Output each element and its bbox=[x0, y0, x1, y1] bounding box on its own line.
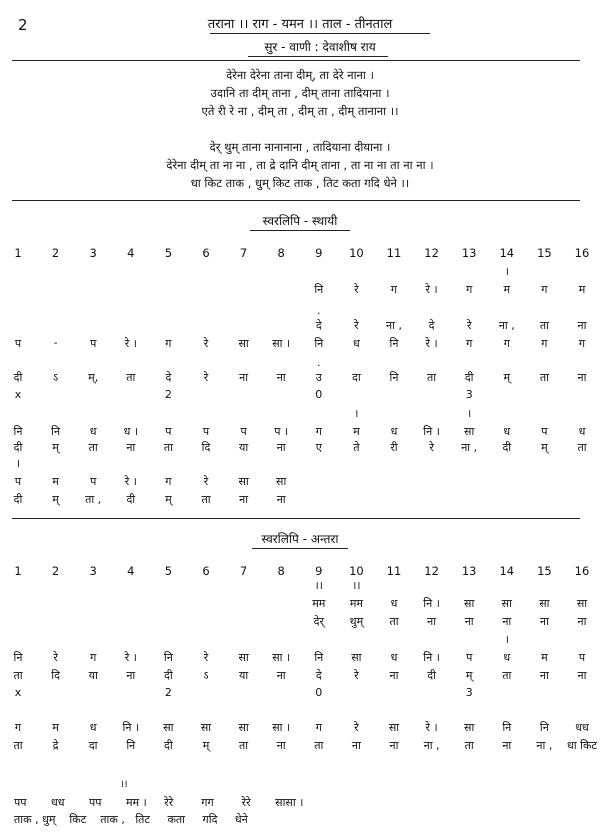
notation-cell: ध bbox=[89, 721, 97, 734]
notation-cell: ना , bbox=[386, 319, 402, 332]
beat-number: 15 bbox=[537, 564, 552, 578]
notation-cell: दे bbox=[315, 669, 322, 682]
notation-cell: प bbox=[14, 337, 22, 350]
notation-cell: म bbox=[541, 651, 548, 664]
notation-cell: ता bbox=[239, 739, 249, 752]
beat-number: 8 bbox=[277, 246, 285, 260]
notation-cell: म bbox=[578, 283, 586, 296]
beat-number: 7 bbox=[239, 564, 248, 578]
lyric-line: धा किट ताक , धुम् किट ताक , तिट कता गदि धेने ।। bbox=[190, 176, 410, 190]
notation-cell: ना bbox=[239, 493, 249, 506]
antara-heading-underline bbox=[252, 548, 348, 549]
final-bol: ताक , bbox=[14, 813, 39, 826]
notation-cell: ता bbox=[88, 441, 98, 454]
beat-number: 3 bbox=[89, 246, 97, 260]
title-underline bbox=[210, 33, 430, 34]
notation-cell: । bbox=[504, 265, 509, 278]
notation-cell: ना , bbox=[498, 319, 515, 332]
sthayi-heading: स्वरलिपि - स्थायी bbox=[262, 214, 338, 228]
notation-cell: ना bbox=[464, 615, 474, 628]
notation-cell: दी bbox=[464, 371, 474, 384]
notation-cell: x bbox=[14, 686, 22, 699]
notation-cell: ए bbox=[315, 441, 322, 454]
notation-cell: धध bbox=[575, 721, 589, 734]
notation-cell: ना , bbox=[536, 739, 553, 752]
notation-cell: ता bbox=[427, 371, 437, 384]
notation-cell: ता bbox=[163, 441, 173, 454]
beat-number: 13 bbox=[461, 564, 477, 578]
beat-number: 8 bbox=[277, 564, 285, 578]
notation-cell: द्रे bbox=[52, 739, 59, 752]
beat-number: 2 bbox=[51, 564, 60, 578]
notation-cell: नि bbox=[314, 337, 324, 350]
notation-cell: या bbox=[88, 669, 98, 682]
notation-cell: 2 bbox=[164, 388, 172, 401]
notation-cell: ना bbox=[276, 493, 286, 506]
notation-cell: ता bbox=[201, 493, 211, 506]
notation-cell: नि । bbox=[122, 721, 140, 734]
notation-cell: दा bbox=[352, 371, 361, 384]
notation-cell: सा । bbox=[272, 721, 291, 734]
final-swara: सासा । bbox=[275, 796, 304, 809]
notation-cell: नि bbox=[389, 337, 399, 350]
notation-cell: रे bbox=[354, 721, 359, 734]
notation-cell: धा किट bbox=[567, 739, 597, 752]
lyric-line: उदानि ता दीम् ताना , दीम् ताना तादियाना । bbox=[210, 86, 390, 100]
notation-cell: री bbox=[390, 441, 398, 454]
final-bol: किट bbox=[69, 813, 87, 826]
notation-cell: ता bbox=[577, 441, 587, 454]
notation-cell: 3 bbox=[465, 388, 473, 401]
notation-cell: ध bbox=[578, 425, 586, 438]
notation-cell: म् bbox=[165, 493, 172, 506]
notation-cell: रे । bbox=[425, 721, 438, 734]
notation-cell: सा bbox=[388, 721, 400, 734]
beat-number: 4 bbox=[127, 564, 135, 578]
page-subtitle: सुर - वाणी : देवाशीष राय bbox=[264, 40, 376, 54]
subtitle-underline bbox=[248, 56, 388, 57]
notation-cell: ध bbox=[503, 651, 511, 664]
notation-cell: ग bbox=[503, 337, 510, 350]
notation-cell: ना bbox=[539, 615, 549, 628]
beat-number: 11 bbox=[386, 246, 402, 260]
notation-cell: म् bbox=[503, 371, 511, 384]
notation-cell: प bbox=[578, 651, 586, 664]
notation-cell: ता bbox=[539, 319, 549, 332]
notation-cell: दे bbox=[315, 319, 322, 332]
final-swara: रेरे bbox=[241, 796, 251, 809]
notation-cell: ना bbox=[577, 371, 587, 384]
beat-number: 14 bbox=[499, 564, 515, 578]
notation-cell: ना bbox=[539, 669, 549, 682]
beat-number: 13 bbox=[461, 246, 477, 260]
beat-number: 11 bbox=[386, 564, 402, 578]
notation-cell: नि bbox=[314, 283, 324, 296]
notation-cell: रे bbox=[354, 283, 359, 296]
notation-cell: रे bbox=[429, 441, 434, 454]
notation-cell: ता bbox=[502, 669, 512, 682]
notation-cell: रे । bbox=[124, 337, 137, 350]
notation-cell: दी bbox=[427, 669, 436, 682]
notation-cell: दि bbox=[201, 441, 211, 454]
notation-cell: . bbox=[317, 304, 321, 317]
notation-cell: 2 bbox=[164, 686, 172, 699]
notation-cell: 0 bbox=[315, 686, 323, 699]
notation-cell: रे bbox=[354, 669, 359, 682]
notation-cell: मम bbox=[349, 597, 363, 610]
notation-cell: ना bbox=[577, 319, 587, 332]
notation-cell: ना bbox=[389, 669, 399, 682]
notation-cell: नि । bbox=[423, 597, 440, 610]
notation-cell: । bbox=[15, 457, 21, 470]
notation-cell: सा bbox=[501, 597, 512, 610]
notation-cell: दी bbox=[164, 669, 173, 682]
notation-cell: नि bbox=[314, 651, 324, 664]
beat-number: 14 bbox=[499, 246, 515, 260]
notation-cell: नि । bbox=[423, 425, 440, 438]
notation-cell: रे । bbox=[425, 283, 438, 296]
notation-cell: प bbox=[202, 425, 210, 438]
notation-cell: नि bbox=[126, 739, 136, 752]
notation-cell: प bbox=[90, 337, 97, 350]
notation-cell: ध bbox=[390, 597, 398, 610]
beat-number: 16 bbox=[574, 246, 590, 260]
notation-cell: दी bbox=[164, 739, 173, 752]
final-bol: गदि bbox=[202, 813, 218, 826]
beat-number: 10 bbox=[349, 564, 364, 578]
notation-cell: ग bbox=[578, 337, 586, 350]
notation-cell: रे bbox=[203, 371, 209, 384]
notation-cell: । bbox=[467, 407, 472, 420]
beat-number: 4 bbox=[127, 246, 135, 260]
notation-cell: ग bbox=[90, 651, 97, 664]
beat-number: 1 bbox=[14, 246, 22, 260]
notation-cell: ध । bbox=[123, 425, 139, 438]
final-bol: कता bbox=[167, 813, 186, 826]
beat-number: 16 bbox=[574, 564, 590, 578]
notation-cell: ना bbox=[502, 615, 512, 628]
notation-cell: . bbox=[317, 356, 321, 369]
notation-cell: - bbox=[53, 336, 58, 349]
notation-cell: सा bbox=[464, 425, 475, 438]
notation-cell: नि bbox=[389, 371, 399, 384]
notation-cell: सा bbox=[238, 475, 249, 488]
notation-cell: ना bbox=[502, 739, 512, 752]
notation-cell: ना bbox=[126, 669, 136, 682]
beat-number: 15 bbox=[537, 246, 552, 260]
notation-cell: ग bbox=[541, 283, 548, 296]
notation-cell: ग bbox=[315, 425, 322, 438]
page-title: तराना ।। राग - यमन ।। ताल - तीनताल bbox=[207, 17, 393, 32]
notation-cell: नि bbox=[539, 721, 549, 734]
notation-cell: नि bbox=[13, 425, 23, 438]
notation-cell: ध bbox=[353, 337, 360, 350]
notation-cell: ।। bbox=[352, 579, 361, 592]
lyric-line: देरेना दीम् ता ना ना , ता द्रे दानि दीम् ताना , ता ना ना ता ना ना । bbox=[166, 158, 434, 172]
divider-top bbox=[12, 60, 580, 61]
notation-cell: दा bbox=[88, 739, 98, 752]
notation-cell: प bbox=[466, 651, 473, 664]
notation-cell: म् bbox=[52, 441, 59, 454]
notation-cell: ता bbox=[389, 615, 399, 628]
beat-number: 1 bbox=[14, 564, 22, 578]
notation-cell: सा । bbox=[272, 651, 291, 664]
notation-cell: ना , bbox=[423, 739, 440, 752]
lyric-line: देर् थुम् ताना नानानाना , तादियाना दीयाना । bbox=[209, 140, 391, 154]
notation-cell: दी bbox=[13, 371, 23, 384]
notation-cell: म् bbox=[465, 669, 473, 682]
notation-cell: दी bbox=[13, 493, 23, 506]
notation-cell: म bbox=[503, 283, 511, 296]
notation-cell: ग bbox=[165, 475, 172, 488]
notation-cell: मम bbox=[312, 597, 326, 610]
notation-cell: ता bbox=[464, 739, 474, 752]
notation-cell: रे bbox=[466, 319, 472, 332]
notation-cell: ना bbox=[239, 371, 249, 384]
notation-cell: नि । bbox=[423, 651, 440, 664]
notation-cell: सा bbox=[464, 597, 475, 610]
notation-cell: नि bbox=[163, 651, 173, 664]
beat-number: 9 bbox=[315, 564, 323, 578]
notation-cell: प bbox=[541, 425, 548, 438]
notation-cell: या bbox=[238, 669, 249, 682]
notation-cell: दी bbox=[13, 441, 23, 454]
notation-cell: ना bbox=[389, 739, 399, 752]
notation-cell: रे bbox=[354, 319, 359, 332]
lyric-line: देरेना देरेना ताना दीम्, ता देरे नाना । bbox=[226, 68, 374, 82]
notation-cell: प bbox=[90, 475, 97, 488]
final-swara: धध bbox=[50, 796, 65, 809]
beat-number: 9 bbox=[315, 246, 323, 260]
notation-cell: सा bbox=[238, 651, 249, 664]
beat-number: 12 bbox=[424, 564, 439, 578]
notation-cell: नि bbox=[502, 721, 512, 734]
notation-cell: सा bbox=[276, 475, 287, 488]
notation-cell: सा bbox=[163, 721, 174, 734]
notation-cell: ता bbox=[126, 371, 136, 384]
final-swara: मम । bbox=[125, 796, 147, 809]
notation-cell: ग bbox=[165, 337, 172, 350]
final-swara-line bbox=[14, 795, 303, 810]
notation-cell: म्, bbox=[88, 371, 99, 384]
page-number: 2 bbox=[18, 16, 28, 34]
final-bol: धेने bbox=[234, 813, 248, 826]
final-bol: ताक , bbox=[100, 813, 125, 826]
notation-cell: ते bbox=[353, 441, 360, 454]
notation-cell: ना bbox=[427, 615, 437, 628]
beat-number: 12 bbox=[424, 246, 439, 260]
notation-cell: रे bbox=[203, 651, 209, 664]
divider-middle bbox=[12, 200, 580, 201]
notation-cell: ता bbox=[539, 371, 549, 384]
notation-cell: प bbox=[165, 425, 172, 438]
notation-cell: म bbox=[353, 425, 360, 438]
notation-cell: दि bbox=[51, 669, 60, 682]
notation-cell: ध bbox=[503, 425, 511, 438]
notation-cell: प । bbox=[274, 425, 289, 438]
notation-cell: सा । bbox=[272, 337, 291, 350]
final-bol: धुम् bbox=[42, 813, 56, 826]
notation-cell: रे bbox=[203, 337, 209, 350]
notation-cell: दी bbox=[126, 493, 136, 506]
notation-cell: ग bbox=[14, 721, 22, 734]
notation-cell: ना bbox=[126, 441, 136, 454]
notation-cell: नि bbox=[51, 425, 61, 438]
notation-cell: ना , bbox=[461, 441, 478, 454]
notation-cell: सा bbox=[238, 337, 249, 350]
beat-number: 6 bbox=[202, 246, 210, 260]
beat-number: 5 bbox=[164, 564, 173, 578]
notation-cell: ग bbox=[390, 283, 398, 296]
notation-cell: ना bbox=[276, 739, 286, 752]
notation-cell: प bbox=[240, 425, 247, 438]
notation-cell: सा bbox=[464, 721, 475, 734]
beat-number: 5 bbox=[164, 246, 173, 260]
sthayi-heading-underline bbox=[250, 230, 350, 231]
notation-cell: रे । bbox=[425, 337, 438, 350]
notation-cell: ना bbox=[351, 739, 361, 752]
notation-cell: ना bbox=[276, 669, 286, 682]
final-bol: तिट bbox=[135, 813, 150, 826]
notation-cell: ना bbox=[276, 441, 286, 454]
beat-number: 7 bbox=[239, 246, 248, 260]
notation-cell: रे । bbox=[124, 651, 137, 664]
notation-cell: सा bbox=[238, 721, 249, 734]
notation-cell: म् bbox=[52, 493, 59, 506]
beat-number: 3 bbox=[89, 564, 97, 578]
notation-cell: म् bbox=[541, 441, 548, 454]
notation-cell: दे bbox=[428, 319, 435, 332]
notation-cell: देर् bbox=[313, 615, 324, 628]
notation-cell: ध bbox=[390, 425, 398, 438]
notation-cell: ऽ bbox=[203, 669, 209, 682]
final-bol-line bbox=[14, 812, 248, 827]
notation-cell: ग bbox=[541, 337, 548, 350]
divider-antara bbox=[12, 518, 580, 519]
notation-cell: दी bbox=[502, 441, 512, 454]
antara-heading: स्वरलिपि - अन्तरा bbox=[261, 532, 339, 546]
notation-cell: प bbox=[14, 475, 22, 488]
notation-cell: ता bbox=[13, 739, 23, 752]
notation-cell: सा bbox=[576, 597, 588, 610]
final-swara: गग bbox=[201, 796, 214, 809]
notation-cell: ।। bbox=[314, 579, 323, 592]
notation-cell: x bbox=[14, 388, 22, 401]
beat-number: 2 bbox=[51, 246, 60, 260]
notation-cell: ऽ bbox=[53, 371, 59, 384]
final-swara: रेरे bbox=[164, 796, 174, 809]
notation-cell: ग bbox=[466, 337, 473, 350]
notation-cell: थुम् bbox=[349, 615, 364, 628]
notation-cell: ता bbox=[314, 739, 324, 752]
notation-cell: रे bbox=[203, 475, 209, 488]
final-swara: पप bbox=[89, 796, 102, 809]
notation-cell: ग bbox=[315, 721, 322, 734]
notation-cell: सा bbox=[351, 651, 362, 664]
notation-cell: म् bbox=[202, 739, 210, 752]
notation-cell: दे bbox=[165, 371, 172, 384]
notation-cell: रे । bbox=[124, 475, 137, 488]
notation-cell: नि bbox=[13, 651, 23, 664]
notation-cell: सा bbox=[539, 597, 550, 610]
notation-cell: । bbox=[504, 633, 509, 646]
notation-cell: या bbox=[238, 441, 249, 454]
notation-cell: 0 bbox=[315, 388, 323, 401]
final-swara: पप bbox=[14, 796, 27, 809]
double-bar-mark: ।। bbox=[120, 779, 128, 790]
lyric-line: एते री रे ना , दीम् ता , दीम् ता , दीम् तानाना ।। bbox=[201, 104, 399, 118]
notation-cell: 3 bbox=[465, 686, 473, 699]
notation-cell: ध bbox=[390, 651, 398, 664]
notation-cell: ता bbox=[13, 669, 23, 682]
notation-cell: म bbox=[52, 721, 59, 734]
notation-cell: रे bbox=[53, 651, 58, 664]
notation-cell: सा bbox=[200, 721, 212, 734]
notation-cell: म bbox=[52, 475, 59, 488]
notation-cell: ता , bbox=[85, 493, 102, 506]
notation-cell: उ bbox=[315, 371, 322, 384]
notation-cell: ना bbox=[276, 371, 286, 384]
notation-cell: । bbox=[354, 407, 359, 420]
notation-cell: ध bbox=[89, 425, 97, 438]
notation-cell: ना bbox=[577, 615, 587, 628]
beat-number: 6 bbox=[202, 564, 210, 578]
notation-cell: ग bbox=[466, 283, 473, 296]
notation-cell: ना bbox=[577, 669, 587, 682]
beat-number: 10 bbox=[349, 246, 364, 260]
